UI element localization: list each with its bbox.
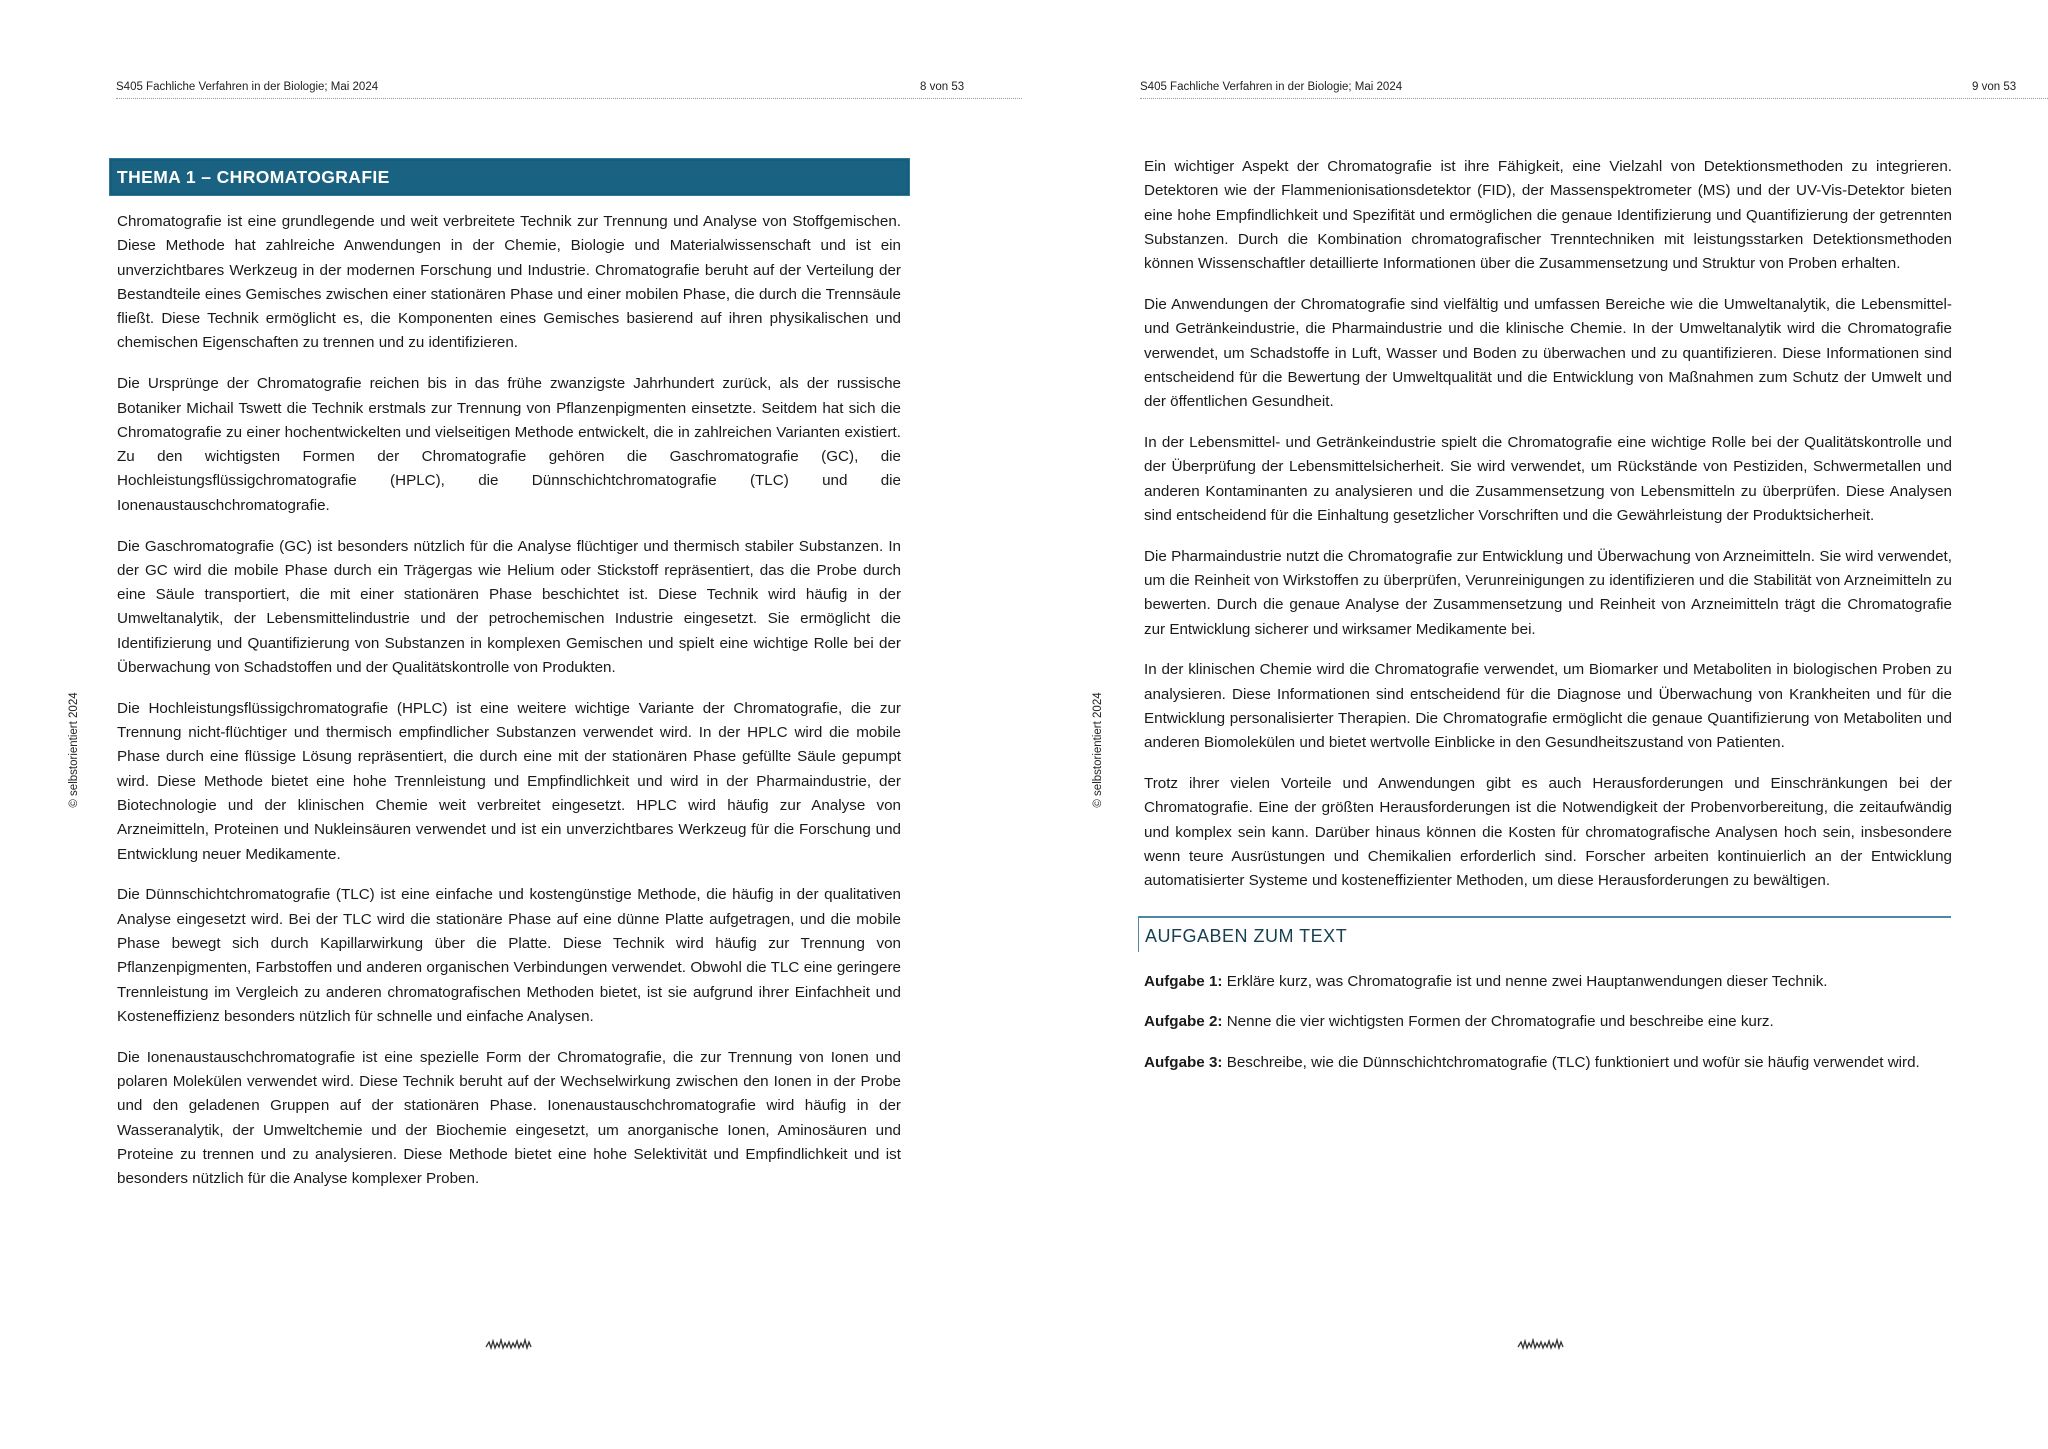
signature-icon (484, 1338, 534, 1352)
page-body (1144, 155, 1952, 1092)
running-header (116, 80, 1022, 99)
paragraph: In der klinischen Chemie wird die Chromatografie verwendet, um Biomarker und Metaboliten in biologischen Proben zu analysieren. Diese Informationen sind entscheidend für die Diagnose und Überwachung von Krankheiten und für die Entwicklung personalisierter Therapien. Die Chromatografie ermöglicht die genaue Quantifizierung von Metaboliten und anderen Biomolekülen und bietet wertvolle Einblicke in den Gesundheitszustand von Patienten. (1144, 661, 1952, 752)
task-text: Nenne die vier wichtigsten Formen der Chromatografie und beschreibe eine kurz. (1222, 1013, 1774, 1031)
header-document-title: S405 Fachliche Verfahren in der Biologie; Mai 2024 (1140, 81, 1403, 93)
header-page-number: 8 von 53 (920, 81, 965, 93)
paragraph: Die Anwendungen der Chromatografie sind vielfältig und umfassen Bereiche wie die Umweltanalytik, die Lebensmittel- und Getränkeindustrie, die Pharmaindustrie und die klinische Chemie. In der Umweltanalytik wird die Chromatografie verwendet, um Schadstoffe in Luft, Wasser und Boden zu überwachen und zu quantifizieren. Diese Informationen sind entscheidend für die Bewertung der Umweltqualität und die Entwicklung von Maßnahmen zum Schutz der Umwelt und der öffentlichen Gesundheit. (1144, 295, 1952, 411)
task-text: Erkläre kurz, was Chromatografie ist und nenne zwei Hauptanwendungen dieser Technik. (1222, 972, 1828, 990)
copyright-side-note: © selbstorientiert 2024 (68, 692, 80, 808)
paragraph: Die Ursprünge der Chromatografie reichen bis in das frühe zwanzigste Jahrhundert zurück, als der russische Botaniker Michail Tswett die Technik erstmals zur Trennung von Pflanzenpigmenten einsetzte. Seitdem hat sich die Chromatografie zu einer hochentwickelten und vielseitigen Methode entwickelt, die in zahlreichen Varianten existiert. Zu den wichtigsten Formen der Chromatografie gehören die Gaschromatografie (GC), die Hochleistungsflüssigchromatografie (HPLC), die Dünnschichtchromatografie (TLC) und die Ionenaustauschchromatografie. (117, 375, 901, 514)
task-item (1144, 1010, 1952, 1034)
running-header (1140, 80, 2048, 99)
paragraph: Die Gaschromatografie (GC) ist besonders nützlich für die Analyse flüchtiger und thermisch stabiler Substanzen. In der GC wird die mobile Phase durch ein Trägergas wie Helium oder Stickstoff repräsentiert, das die Probe durch eine Säule transportiert, die mit einer stationären Phase beschichtet ist. Diese Technik wird häufig in der Umweltanalytik, der Lebensmittelindustrie und der petrochemischen Industrie eingesetzt. Sie ermöglicht die Identifizierung und Quantifizierung von Substanzen in komplexen Gemischen und spielt eine wichtige Rolle bei der Überwachung von Schadstoffen und der Qualitätskontrolle von Produkten. (117, 537, 901, 677)
page-9 (1024, 0, 2048, 1449)
task-item (1144, 1051, 1952, 1075)
task-item (1144, 970, 1952, 994)
header-page-number: 9 von 53 (1972, 81, 2017, 93)
paragraph: Ein wichtiger Aspekt der Chromatografie ist ihre Fähigkeit, eine Vielzahl von Detektionsmethoden zu integrieren. Detektoren wie der Flammenionisationsdetektor (FID), der Massenspektrometer (MS) und der UV-Vis-Detektor bieten eine hohe Empfindlichkeit und Spezifität und ermöglichen die genaue Identifizierung und Quantifizierung der getrennten Substanzen. Durch die Kombination chromatografischer Trenntechniken mit leistungsstarken Detektionsmethoden können Wissenschaftler detaillierte Informationen über die Zusammensetzung und Struktur von Proben erhalten. (1144, 158, 1952, 273)
signature-icon (1516, 1338, 1566, 1352)
page-body (117, 158, 901, 1208)
task-label: Aufgabe 2: (1144, 1013, 1223, 1031)
paragraph: Die Dünnschichtchromatografie (TLC) ist eine einfache und kostengünstige Methode, die häufig in der qualitativen Analyse eingesetzt wird. Bei der TLC wird die stationäre Phase auf eine dünne Platte aufgetragen, und die mobile Phase bewegt sich durch Kapillarwirkung über die Platte. Diese Technik wird häufig zur Trennung von Pflanzenpigmenten, Farbstoffen und anderen organischen Verbindungen verwendet. Obwohl die TLC eine geringere Trennleistung im Vergleich zu anderen chromatografischen Methoden bietet, ist sie aufgrund ihrer Einfachheit und Kosteneffizienz besonders nützlich für schnelle und einfache Analysen. (117, 886, 901, 1025)
header-document-title: S405 Fachliche Verfahren in der Biologie; Mai 2024 (116, 81, 379, 93)
paragraph: Die Ionenaustauschchromatografie ist eine spezielle Form der Chromatografie, die zur Trennung von Ionen und polaren Molekülen verwendet wird. Diese Technik beruht auf der Wechselwirkung zwischen den Ionen in der Probe und den geladenen Gruppen auf der stationären Phase. Ionenaustauschchromatografie wird häufig in der Wasseranalytik, der Umweltchemie und der Biochemie eingesetzt, um anorganische Ionen, Aminosäuren und Proteine zu trennen und zu analysieren. Diese Methode bietet eine hohe Selektivität und Empfindlichkeit und ist besonders nützlich für die Analyse komplexer Proben. (117, 1048, 901, 1188)
copyright-side-note: © selbstorientiert 2024 (1092, 692, 1104, 808)
task-text: Beschreibe, wie die Dünnschichtchromatografie (TLC) funktioniert und wofür sie häufig verwendet wird. (1222, 1054, 1920, 1072)
task-label: Aufgabe 3: (1144, 1054, 1223, 1072)
paragraph: Die Pharmaindustrie nutzt die Chromatografie zur Entwicklung und Überwachung von Arzneimitteln. Sie wird verwendet, um die Reinheit von Wirkstoffen zu überprüfen, Verunreinigungen zu identifizieren und die Stabilität von Arzneimitteln zu bewerten. Durch die genaue Analyse der Zusammensetzung und Reinheit von Arzneimitteln trägt die Chromatografie zur Entwicklung sicherer und wirksamer Medikamente bei. (1144, 547, 1952, 638)
paragraph: Trotz ihrer vielen Vorteile und Anwendungen gibt es auch Herausforderungen und Einschränkungen bei der Chromatografie. Eine der größten Herausforderungen ist die Notwendigkeit der Probenvorbereitung, die zeitaufwändig und komplex sein kann. Darüber hinaus können die Kosten für chromatografische Analysen hoch sein, insbesondere wenn teure Ausrüstungen und Chemikalien erforderlich sind. Forscher arbeiten kontinuierlich an der Entwicklung automatisierter Systeme und kosteneffizienter Methoden, um diese Herausforderungen zu bewältigen. (1144, 775, 1952, 890)
task-label: Aufgabe 1: (1144, 972, 1223, 990)
paragraph: Chromatografie ist eine grundlegende und weit verbreitete Technik zur Trennung und Analyse von Stoffgemischen. Diese Methode hat zahlreiche Anwendungen in der Chemie, Biologie und Materialwissenschaft und ist ein unverzichtbares Werkzeug in der modernen Forschung und Industrie. Chromatografie beruht auf der Verteilung der Bestandteile eines Gemisches zwischen einer stationären Phase und einer mobilen Phase, die durch die Trennsäule fließt. Diese Technik ermöglicht es, die Komponenten eines Gemisches basierend auf ihren physikalischen und chemischen Eigenschaften zu trennen und zu identifizieren. (117, 213, 901, 352)
section-banner: THEMA 1 – CHROMATOGRAFIE (109, 158, 910, 196)
paragraph: Die Hochleistungsflüssigchromatografie (HPLC) ist eine weitere wichtige Variante der Chromatografie, die zur Trennung nicht-flüchtiger und thermisch empfindlicher Substanzen verwendet wird. In der HPLC wird die mobile Phase durch eine flüssige Lösung repräsentiert, die durch eine mit der stationären Phase gefüllte Säule gepumpt wird. Diese Methode bietet eine hohe Trennleistung und Empfindlichkeit und wird in der Pharmaindustrie, der Biotechnologie und der klinischen Chemie weit verbreitet eingesetzt. HPLC wird häufig zur Analyse von Arzneimitteln, Proteinen und Nukleinsäuren verwendet und ist ein unverzichtbares Werkzeug für die Forschung und Entwicklung neuer Medikamente. (117, 699, 901, 863)
tasks-heading: AUFGABEN ZUM TEXT (1138, 916, 1951, 952)
paragraph: In der Lebensmittel- und Getränkeindustrie spielt die Chromatografie eine wichtige Rolle bei der Qualitätskontrolle und der Überprüfung der Lebensmittelsicherheit. Sie wird verwendet, um Rückstände von Pestiziden, Schwermetallen und anderen Kontaminanten zu analysieren und die Zusammensetzung von Lebensmitteln zu überprüfen. Diese Analysen sind entscheidend für die Einhaltung gesetzlicher Vorschriften und die Gewährleistung der Produktsicherheit. (1144, 433, 1952, 524)
